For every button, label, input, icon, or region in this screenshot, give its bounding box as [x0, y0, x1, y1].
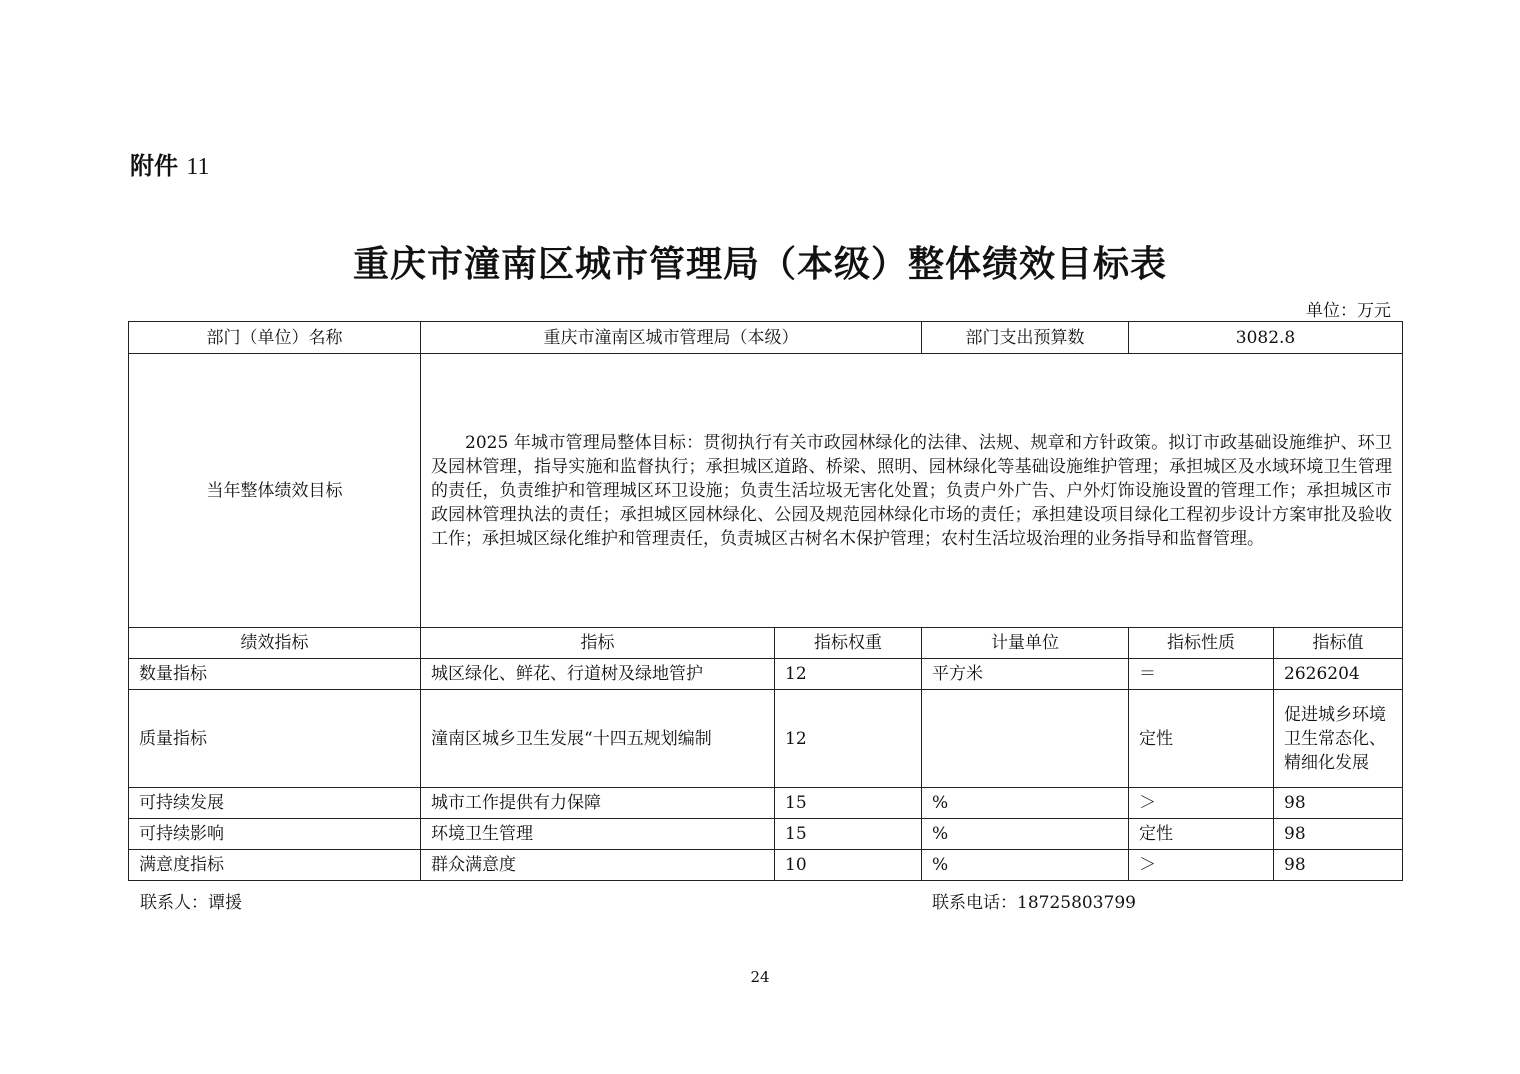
indicator-name: 潼南区城乡卫生发展“十四五规划编制 [421, 690, 775, 788]
table-row [129, 659, 1403, 690]
indicator-category: 满意度指标 [129, 850, 421, 881]
indicator-nature: 定性 [1129, 690, 1274, 788]
indicator-weight: 12 [775, 690, 922, 788]
indicator-value: 98 [1274, 819, 1403, 850]
attachment-number: 11 [186, 154, 210, 180]
indicator-value: 2626204 [1274, 659, 1403, 690]
table-row [129, 690, 1403, 788]
table-row [129, 819, 1403, 850]
indicator-weight: 12 [775, 659, 922, 690]
dept-row [129, 322, 1403, 354]
table-row [129, 788, 1403, 819]
budget-value: 3082.8 [1129, 322, 1403, 354]
budget-label: 部门支出预算数 [922, 322, 1129, 354]
goal-row [129, 354, 1403, 628]
column-header: 指标 [421, 628, 775, 659]
contact-phone: 联系电话：18725803799 [932, 893, 1136, 913]
indicator-category: 数量指标 [129, 659, 421, 690]
indicator-nature: ＝ [1129, 659, 1274, 690]
column-header: 指标权重 [775, 628, 922, 659]
indicator-unit: % [922, 788, 1129, 819]
attachment-label [130, 146, 209, 181]
indicator-name: 群众满意度 [421, 850, 775, 881]
indicator-weight: 10 [775, 850, 922, 881]
dept-label: 部门（单位）名称 [129, 322, 421, 354]
column-header: 指标性质 [1129, 628, 1274, 659]
goal-text: 2025 年城市管理局整体目标：贯彻执行有关市政园林绿化的法律、法规、规章和方针政策。拟订市政基础设施维护、环卫及园林管理，指导实施和监督执行；承担城区道路、桥梁、照明、园林绿化等基础设施维护管理；承担城区及水域环境卫生管理的责任，负责维护和管理城区环卫设施；负责生活垃圾无害化处置；负责户外广告、户外灯饰设施设置的管理工作；承担城区市政园林管理执法的责任；承担城区园林绿化、公园及规范园林绿化市场的责任；承担建设项目绿化工程初步设计方案审批及验收工作；承担城区绿化维护和管理责任，负责城区古树名木保护管理；农村生活垃圾治理的业务指导和监督管理。 [431, 432, 1393, 549]
page-title: 重庆市潼南区城市管理局（本级）整体绩效目标表 [352, 244, 1167, 285]
indicator-unit: % [922, 819, 1129, 850]
dept-value: 重庆市潼南区城市管理局（本级） [421, 322, 922, 354]
indicator-name: 城区绿化、鲜花、行道树及绿地管护 [421, 659, 775, 690]
unit-label: 单位：万元 [1306, 301, 1391, 321]
column-header: 指标值 [1274, 628, 1403, 659]
indicator-nature: 定性 [1129, 819, 1274, 850]
column-header: 绩效指标 [129, 628, 421, 659]
indicator-unit: 平方米 [922, 659, 1129, 690]
page-number: 24 [750, 968, 770, 986]
indicator-value: 促进城乡环境卫生常态化、精细化发展 [1274, 690, 1403, 788]
indicator-value: 98 [1274, 850, 1403, 881]
indicator-name: 城市工作提供有力保障 [421, 788, 775, 819]
indicator-unit: % [922, 850, 1129, 881]
goal-label: 当年整体绩效目标 [129, 354, 421, 628]
indicator-nature: ＞ [1129, 850, 1274, 881]
indicator-nature: ＞ [1129, 788, 1274, 819]
contact-person: 联系人：谭援 [140, 893, 242, 913]
column-header: 计量单位 [922, 628, 1129, 659]
indicator-category: 可持续发展 [129, 788, 421, 819]
table-row [129, 850, 1403, 881]
indicator-category: 质量指标 [129, 690, 421, 788]
indicator-header-row [129, 628, 1403, 659]
attachment-prefix: 附件 [130, 152, 178, 180]
indicator-unit [922, 690, 1129, 788]
indicator-name: 环境卫生管理 [421, 819, 775, 850]
indicator-category: 可持续影响 [129, 819, 421, 850]
performance-target-table [128, 321, 1403, 881]
indicator-weight: 15 [775, 819, 922, 850]
indicator-weight: 15 [775, 788, 922, 819]
goal-cell [421, 354, 1403, 628]
indicator-value: 98 [1274, 788, 1403, 819]
